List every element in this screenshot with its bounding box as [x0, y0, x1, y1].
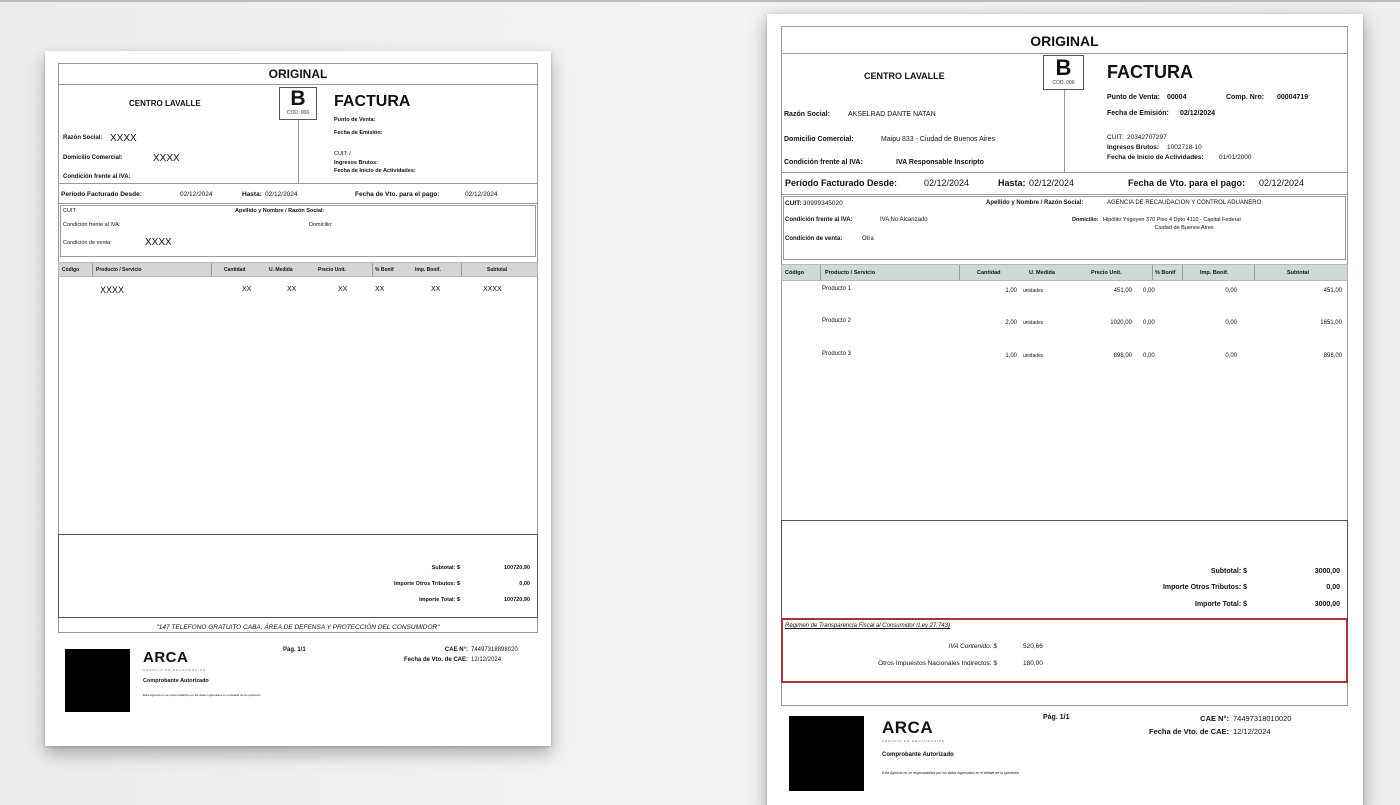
- cell-cantidad: 1,00: [1005, 288, 1017, 294]
- col-bonif-pct: % Bonif: [1155, 269, 1176, 276]
- fecha-emision-value: 02/12/2024: [1180, 110, 1216, 117]
- cae-value: 74497318898020: [471, 647, 518, 653]
- condicion-venta-value: Otra: [862, 236, 874, 242]
- periodo-hasta-value: 02/12/2024: [1029, 178, 1075, 188]
- otros-tributos-label: Importe Otros Tributos: $: [393, 581, 460, 587]
- transparencia-title: Régimen de Transparencia Fiscal al Consumidor (Ley 27.743): [785, 623, 950, 629]
- periodo-hasta-label: Hasta:: [998, 178, 1026, 188]
- condicion-venta-label: Condición de venta:: [785, 236, 843, 242]
- customer-domicilio-value: Hipólito Yrigoyen 370 Piso 4 Dpto 4110 - Capital Federal: [1103, 217, 1241, 223]
- condicion-iva-value: IVA Responsable Inscripto: [896, 159, 984, 166]
- periodo-desde-label: Período Facturado Desde:: [785, 178, 898, 188]
- page-number: Pág. 1/1: [283, 647, 306, 653]
- cell-bonif-imp: XX: [431, 286, 441, 293]
- cell-subtotal: 1651,00: [1320, 320, 1342, 326]
- periodo-desde-label: Período Facturado Desde:: [61, 191, 142, 198]
- col-codigo: Código: [785, 269, 804, 276]
- condicion-iva-label: Condición frente al IVA:: [784, 159, 863, 166]
- razon-social-value: AKSELRAD DANTE NATAN: [848, 111, 936, 118]
- invoice-letter-box: [1043, 55, 1084, 90]
- customer-cuit-value: 30999345020: [803, 200, 843, 207]
- divider: [781, 194, 1348, 195]
- cuit-label: CUIT:: [1107, 134, 1124, 141]
- cae-value: 74497318010020: [1233, 714, 1292, 723]
- cell-subtotal: 451,00: [1323, 288, 1342, 294]
- cell-subtotal: XXXX: [483, 286, 502, 293]
- periodo-desde-value: 02/12/2024: [180, 191, 213, 198]
- invoice-template-left: [45, 51, 551, 746]
- customer-nombre-value: AGENCIA DE RECAUDACION Y CONTROL ADUANERO: [1107, 200, 1262, 206]
- items-table-header: [781, 264, 1348, 281]
- col-separator: [959, 265, 960, 280]
- qr-code: [789, 716, 864, 791]
- col-separator: [92, 263, 93, 276]
- cae-vto-label: Fecha de Vto. de CAE:: [403, 657, 468, 663]
- cell-producto: Producto 2: [822, 318, 852, 324]
- otros-tributos-value: 0,00: [1326, 584, 1340, 591]
- totals-box: [58, 534, 538, 618]
- domicilio-value: XXXX: [153, 153, 180, 164]
- totals-box: [781, 520, 1348, 620]
- items-table-header: [58, 262, 538, 277]
- razon-social-label: Razón Social:: [784, 111, 830, 118]
- importe-total-label: Importe Total: $: [419, 597, 460, 603]
- customer-condicion-iva-value: IVA No Alcanzado: [880, 217, 928, 223]
- customer-domicilio-value-2: Ciudad de Buenos Aires: [1154, 225, 1214, 231]
- importe-total-value: 3000,00: [1314, 601, 1340, 608]
- punto-venta-label: Punto de Venta:: [1107, 94, 1160, 101]
- fecha-inicio-value: 01/01/2000: [1219, 154, 1252, 161]
- divider: [1064, 90, 1065, 172]
- vto-pago-value: 02/12/2024: [1259, 178, 1305, 188]
- condicion-venta-label: Condición de venta:: [63, 240, 112, 246]
- col-bonif-imp: Imp. Bonif.: [1200, 269, 1229, 276]
- importe-total-value: 100720,90: [504, 597, 530, 603]
- domicilio-value: Maipu 833 - Ciudad de Buenos Aires: [881, 136, 996, 143]
- customer-cuit-label: CUIT:: [63, 208, 77, 214]
- domicilio-label: Domicilio Comercial:: [784, 136, 854, 143]
- customer-nombre-label: Apellido y Nombre / Razón Social:: [986, 200, 1084, 206]
- customer-condicion-iva-label: Condición frente al IVA:: [63, 222, 121, 228]
- vto-pago-label: Fecha de Vto. para el pago:: [355, 191, 440, 198]
- comprobante-autorizado: Comprobante Autorizado: [143, 678, 209, 684]
- condicion-venta-value: XXXX: [145, 237, 172, 248]
- cell-precio: 451,00: [1113, 288, 1132, 294]
- col-separator: [461, 263, 462, 276]
- punto-venta-value: 00004: [1167, 94, 1187, 101]
- cell-bonif-pct: 0,00: [1143, 353, 1155, 359]
- col-separator: [1254, 265, 1255, 280]
- ingresos-brutos-value: 1002718-10: [1167, 144, 1202, 151]
- col-medida: U. Medida: [269, 266, 293, 273]
- cell-medida: unidades: [1023, 288, 1044, 294]
- razon-social-value: XXXX: [110, 133, 137, 144]
- arca-logo: ARCA: [882, 718, 934, 737]
- arca-subtitle: AGENCIA DE RECAUDACIÓN: [882, 739, 946, 743]
- cae-label: CAE N°:: [444, 647, 468, 653]
- subtotal-value: 3000,00: [1314, 568, 1340, 575]
- invoice-letter: B: [1055, 55, 1072, 80]
- cell-cantidad: XX: [242, 286, 252, 293]
- cell-producto: Producto 1: [822, 286, 852, 292]
- iva-contenido-label: IVA Contenido: $: [948, 643, 997, 650]
- disclaimer: Esta Agencia no se responsabiliza por los datos ingresados en el detalle de la operación: [882, 771, 1020, 775]
- subtotal-label: Subtotal: $: [431, 565, 460, 571]
- invoice-letter: B: [290, 87, 306, 110]
- col-precio: Precio Unit.: [1091, 269, 1122, 276]
- comp-nro-value: 00004719: [1277, 94, 1309, 101]
- otros-tributos-label: Importe Otros Tributos: $: [1162, 584, 1247, 591]
- col-separator: [372, 263, 373, 276]
- invoice-filled-right: [767, 14, 1363, 805]
- col-codigo: Código: [62, 266, 80, 273]
- qr-code: [65, 649, 130, 712]
- cell-medida: unidades: [1023, 353, 1044, 359]
- invoice-code: COD. 006: [1052, 80, 1075, 86]
- cuit-label: CUIT: /: [334, 151, 351, 157]
- cae-vto-value: 12/12/2024: [1233, 727, 1271, 736]
- divider: [58, 183, 538, 184]
- divider: [58, 84, 538, 85]
- customer-nombre-label: Apellido y Nombre / Razón Social:: [235, 208, 325, 214]
- cell-bonif-imp: 0,00: [1225, 288, 1237, 294]
- col-cantidad: Cantidad: [977, 269, 1001, 276]
- divider: [58, 203, 538, 204]
- col-separator: [211, 263, 212, 276]
- cae-vto-value: 12/12/2024: [471, 657, 502, 663]
- col-bonif-pct: % Bonif: [375, 266, 394, 273]
- punto-venta-label: Punto de Venta:: [334, 117, 376, 123]
- col-bonif-imp: Imp. Bonif.: [415, 266, 441, 273]
- disclaimer: Esta Agencia no se responsabiliza por los datos ingresados en el detalle de la operación: [143, 693, 261, 697]
- fecha-emision-label: Fecha de Emisión:: [1107, 110, 1169, 117]
- cell-bonif-pct: 0,00: [1143, 288, 1155, 294]
- cell-bonif-imp: 0,00: [1225, 353, 1237, 359]
- col-producto: Producto / Servicio: [825, 269, 876, 276]
- cell-producto: Producto 3: [822, 351, 852, 357]
- col-separator: [1182, 265, 1183, 280]
- cae-label: CAE N°:: [1200, 714, 1229, 723]
- cell-precio: 1020,00: [1110, 320, 1132, 326]
- col-subtotal: Subtotal: [1287, 269, 1309, 276]
- col-medida: U. Medida: [1029, 269, 1055, 276]
- periodo-hasta-label: Hasta:: [242, 191, 262, 198]
- arca-logo: ARCA: [143, 649, 189, 666]
- otros-impuestos-value: 180,00: [1023, 660, 1043, 667]
- periodo-hasta-value: 02/12/2024: [265, 191, 298, 198]
- subtotal-label: Subtotal: $: [1210, 568, 1247, 575]
- domicilio-label: Domicilio Comercial:: [63, 155, 123, 161]
- invoice-code: COD. 006: [286, 110, 310, 116]
- cell-cantidad: 2,00: [1005, 320, 1017, 326]
- comprobante-autorizado: Comprobante Autorizado: [882, 752, 954, 758]
- issuer-name: CENTRO LAVALLE: [129, 99, 201, 108]
- importe-total-label: Importe Total: $: [1195, 601, 1247, 608]
- ingresos-brutos-label: Ingresos Brutos:: [1107, 144, 1160, 151]
- cell-precio: XX: [338, 286, 348, 293]
- divider: [781, 172, 1348, 173]
- otros-tributos-value: 0,00: [519, 581, 530, 587]
- cell-cantidad: 1,00: [1005, 353, 1017, 359]
- original-label: ORIGINAL: [1030, 33, 1099, 49]
- cell-medida: unidades: [1023, 320, 1044, 326]
- col-producto: Producto / Servicio: [96, 266, 142, 273]
- cell-medida: XX: [287, 286, 297, 293]
- fecha-emision-label: Fecha de Emisión:: [334, 130, 383, 136]
- fecha-inicio-label: Fecha de Inicio de Actividades:: [1107, 154, 1204, 161]
- cell-precio: 898,00: [1113, 353, 1132, 359]
- condicion-iva-label: Condición frente al IVA:: [63, 174, 131, 180]
- razon-social-label: Razón Social:: [63, 135, 103, 141]
- cuit-value: 20342707297: [1127, 134, 1167, 141]
- col-separator: [820, 265, 821, 280]
- comp-nro-label: Comp. Nro:: [1226, 94, 1265, 101]
- divider: [781, 53, 1348, 54]
- iva-contenido-value: 520,66: [1023, 643, 1043, 650]
- customer-domicilio-label: Domicilio:: [309, 222, 333, 228]
- customer-condicion-iva-label: Condición frente al IVA:: [785, 217, 853, 223]
- cell-producto: XXXX: [100, 285, 125, 295]
- cell-subtotal: 898,00: [1323, 353, 1342, 359]
- doc-type: FACTURA: [1107, 62, 1193, 82]
- arca-subtitle: AGENCIA DE RECAUDACIÓN: [143, 668, 207, 672]
- doc-type: FACTURA: [334, 93, 411, 110]
- col-subtotal: Subtotal: [487, 266, 507, 273]
- issuer-name: CENTRO LAVALLE: [864, 71, 945, 81]
- page-number: Pág. 1/1: [1043, 714, 1070, 721]
- periodo-desde-value: 02/12/2024: [924, 178, 970, 188]
- vto-pago-value: 02/12/2024: [465, 191, 498, 198]
- divider: [298, 120, 299, 183]
- cell-bonif-pct: 0,00: [1143, 320, 1155, 326]
- col-precio: Precio Unit.: [318, 266, 346, 273]
- cell-bonif-pct: XX: [375, 286, 385, 293]
- customer-domicilio-label: Domicilio:: [1072, 217, 1099, 223]
- cae-vto-label: Fecha de Vto. de CAE:: [1148, 727, 1229, 736]
- col-separator: [1152, 265, 1153, 280]
- otros-impuestos-label: Otros Impuestos Nacionales Indirectos: $: [878, 660, 997, 667]
- vto-pago-label: Fecha de Vto. para el pago:: [1128, 178, 1246, 188]
- cell-bonif-imp: 0,00: [1225, 320, 1237, 326]
- customer-cuit-label: CUIT:: [785, 200, 802, 207]
- invoice-letter-box: [279, 87, 317, 120]
- original-label: ORIGINAL: [268, 67, 328, 81]
- ingresos-brutos-label: Ingresos Brutos:: [334, 160, 379, 166]
- col-cantidad: Cantidad: [224, 266, 246, 273]
- consumer-notice: "147 TELEFONO GRATUITO CABA, ÁREA DE DEFENSA Y PROTECCIÓN DEL CONSUMIDOR": [156, 624, 440, 631]
- subtotal-value: 100720,90: [504, 565, 530, 571]
- fecha-inicio-label: Fecha de Inicio de Actividades:: [334, 168, 416, 174]
